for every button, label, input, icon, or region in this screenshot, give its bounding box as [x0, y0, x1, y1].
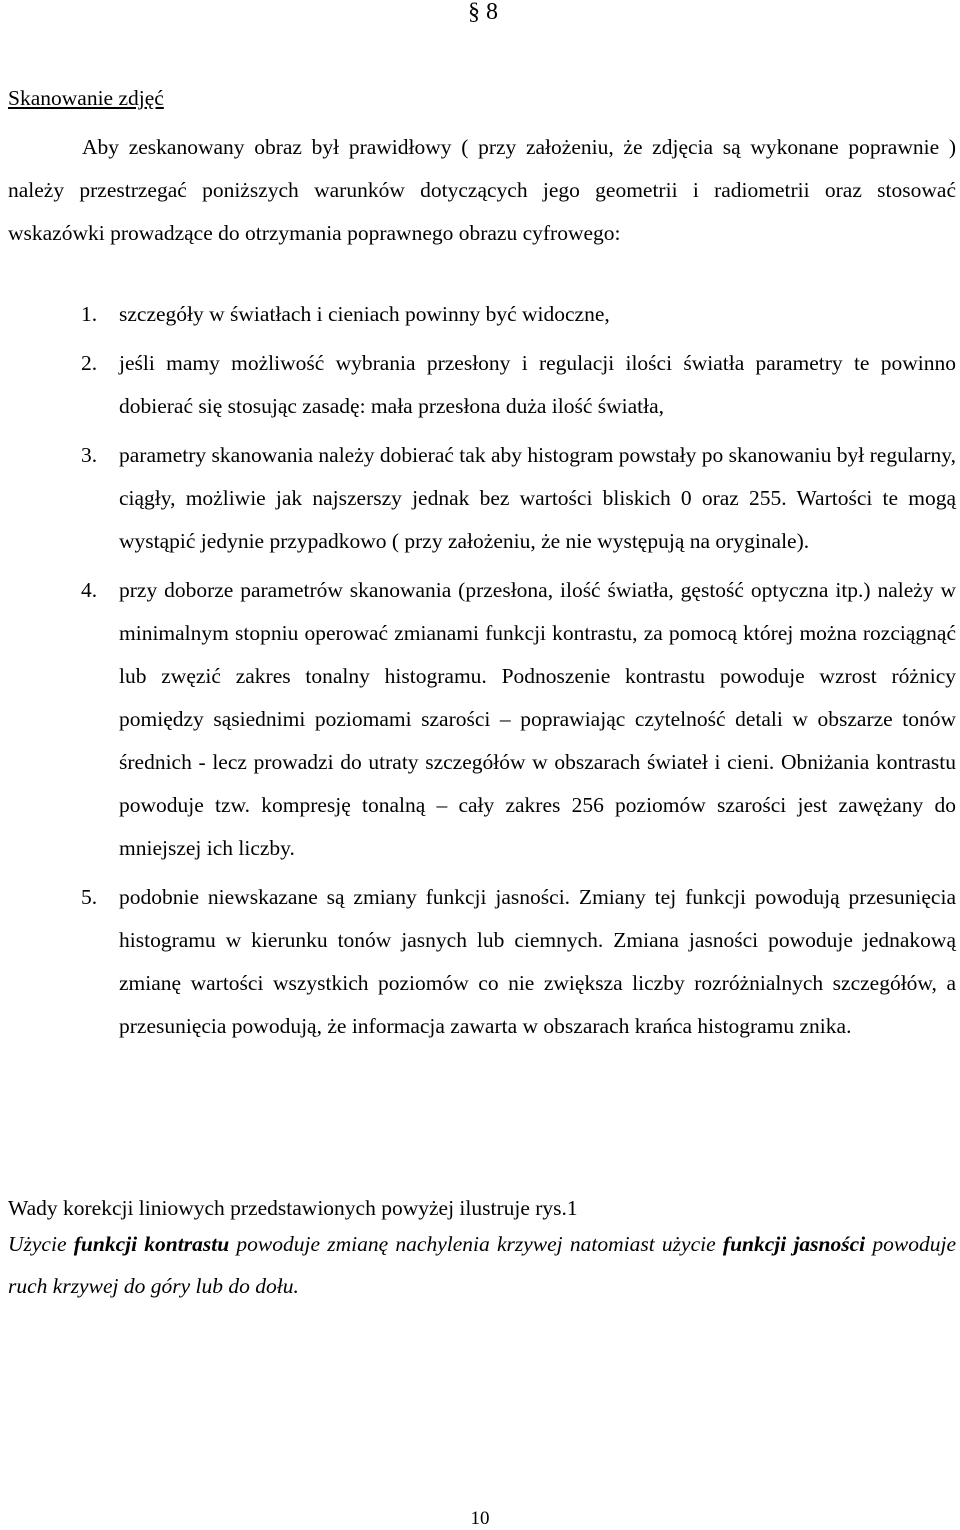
list-item: [8, 876, 956, 1048]
list-item: [8, 293, 956, 336]
note-term-brightness: funkcji jasności: [722, 1232, 866, 1256]
note-text: powoduje ruch krzywej do góry lub do dołu.: [8, 1232, 957, 1298]
section-heading: Skanowanie zdjęć: [8, 86, 164, 110]
note-text: Użycie: [8, 1232, 74, 1256]
italic-note: [8, 1223, 956, 1307]
list-item: [8, 342, 956, 428]
summary-line: Wady korekcji liniowych przedstawionych powyżej ilustruje rys.1: [8, 1196, 578, 1220]
list-item-text: szczegóły w światłach i cieniach powinny być widoczne,: [119, 302, 610, 326]
list-item: [8, 434, 956, 563]
guidelines-list: [8, 293, 956, 1054]
list-item-number: 4.: [81, 578, 98, 602]
section-number: § 8: [468, 0, 498, 25]
note-term-contrast: funkcji kontrastu: [73, 1232, 230, 1256]
list-item-number: 3.: [81, 443, 98, 467]
list-item-text: podobnie niewskazane są zmiany funkcji jasności. Zmiany tej funkcji powodują przesunięcia histogramu w kierunku tonów jasnych lub ciemnych. Zmiana jasności powoduje jednakową zmianę wartości wszystkich poziomów co nie zwiększa liczby rozróżnialnych szczegółów, a przesunięcia powodują, że informacja zawarta w obszarach krańca histogramu znika.: [119, 885, 956, 1038]
list-item-text: jeśli mamy możliwość wybrania przesłony i regulacji ilości światła parametry te powinno dobierać się stosując zasadę: mała przesłona duża ilość światła,: [119, 351, 956, 418]
list-item-text: parametry skanowania należy dobierać tak aby histogram powstały po skanowaniu był regularny, ciągły, możliwie jak najszerszy jednak bez wartości bliskich 0 oraz 255. Wartości te mogą wystąpić jedynie przypadkowo ( przy założeniu, że nie występują na oryginale).: [119, 443, 956, 553]
list-item-number: 1.: [81, 302, 98, 326]
list-item-number: 2.: [81, 351, 98, 375]
intro-paragraph: Aby zeskanowany obraz był prawidłowy ( przy założeniu, że zdjęcia są wykonane poprawnie ) należy przestrzegać poniższych warunków dotyczących jego geometrii i radiometrii oraz stosować wskazówki prowadzące do otrzymania poprawnego obrazu cyfrowego:: [8, 135, 956, 245]
list-item-text: przy doborze parametrów skanowania (przesłona, ilość światła, gęstość optyczna itp.) należy w minimalnym stopniu operować zmianami funkcji kontrastu, za pomocą której można rozciągnąć lub zwęzić zakres tonalny histogramu. Podnoszenie kontrastu powoduje wzrost różnicy pomiędzy sąsiednimi poziomami szarości – poprawiając czytelność detali w obszarze tonów średnich - lecz prowadzi do utraty szczegółów w obszarach świateł i cieni. Obniżania kontrastu powoduje tzw. kompresję tonalną – cały zakres 256 poziomów szarości jest zawężany do mniejszej ich liczby.: [119, 578, 956, 860]
page-number: 10: [470, 1508, 490, 1529]
list-item: [8, 569, 956, 870]
list-item-number: 5.: [81, 885, 98, 909]
note-text: powoduje zmianę nachylenia krzywej natomiast użycie: [229, 1232, 723, 1256]
